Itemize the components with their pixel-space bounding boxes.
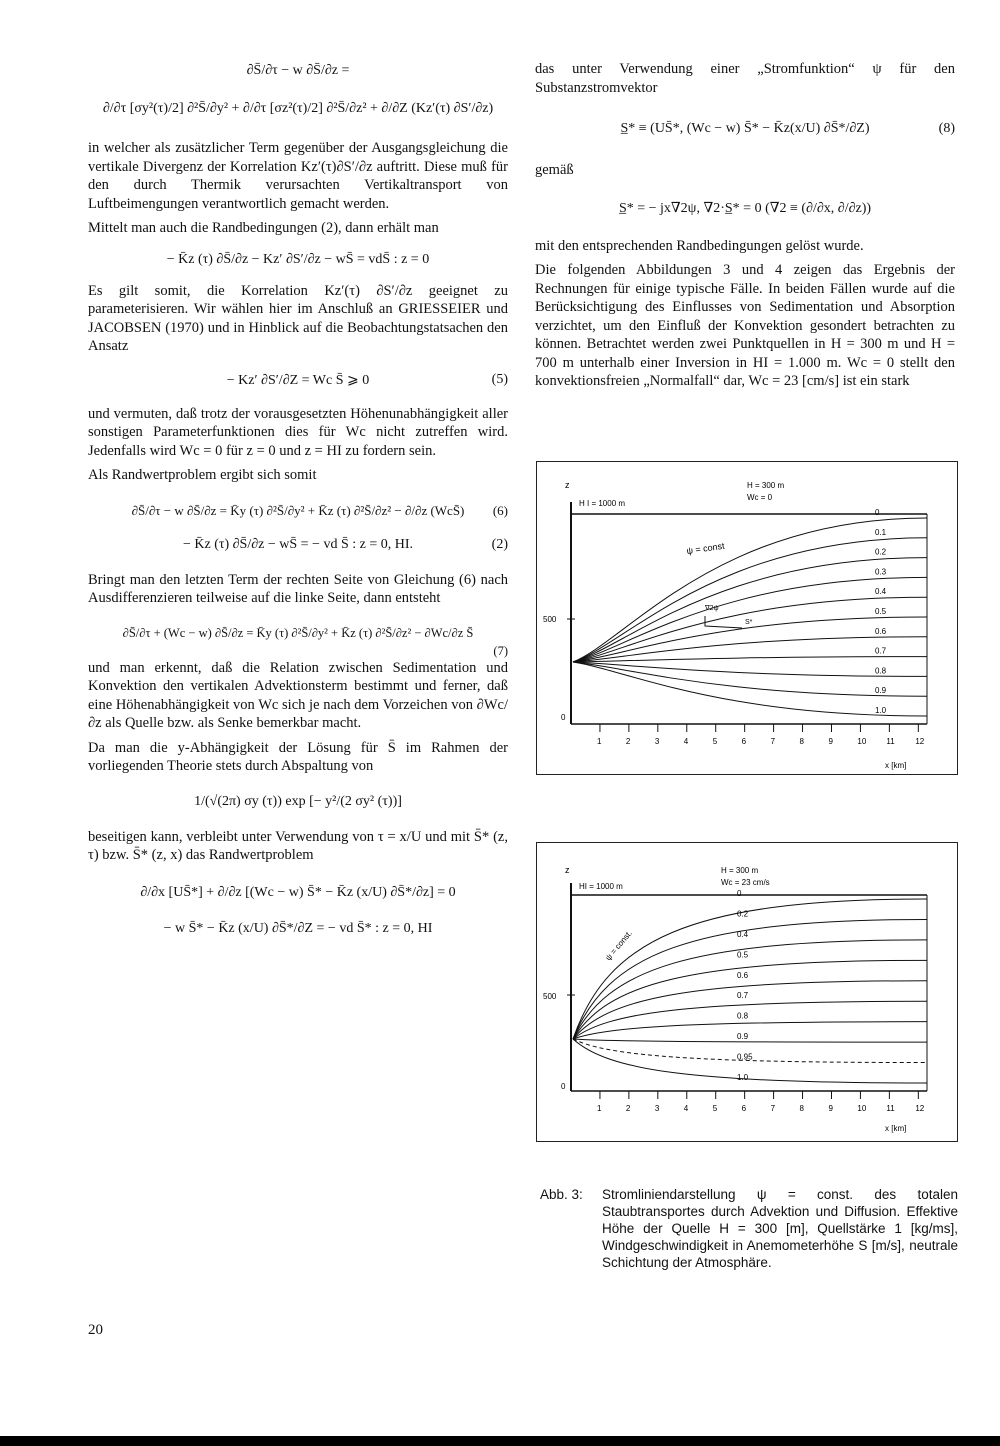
right-column <box>535 60 955 397</box>
equation-bvp-1: ∂/∂x [US̄*] + ∂/∂z [(Wc − w) S̄* − K̄z (x/U) ∂S̄*/∂z] = 0 <box>140 884 456 900</box>
equation-body: ∂S̄/∂τ − w ∂S̄/∂z = K̄y (τ) ∂²S̄/∂y² + K̄z (τ) ∂²S̄/∂z² − ∂/∂z (WcS̄) <box>131 502 465 518</box>
level-label: 0.7 <box>875 646 887 656</box>
equation-number: (6) <box>492 502 508 518</box>
h-label: H = 300 m <box>721 866 759 875</box>
x-tick-label: 11 <box>886 1104 895 1113</box>
paragraph: Mittelt man auch die Randbedingungen (2), dann erhält man <box>88 220 439 236</box>
level-label: 0.4 <box>875 587 887 597</box>
equation-psi: S̲* = − jx∇2ψ, ∇2·S̲* = 0 (∇2 ≡ (∂/∂x, ∂/∂z)) <box>618 200 872 216</box>
streamline-path <box>573 538 927 662</box>
streamline-path <box>573 662 927 696</box>
x-tick-label: 6 <box>741 1104 747 1113</box>
level-label: 0.2 <box>875 547 887 557</box>
streamline-path <box>573 518 927 662</box>
equation-body: − K̄z (τ) ∂S̄/∂z − wS̄ = − vd S̄ : z = 0, HI. <box>182 536 414 552</box>
level-label: 0.3 <box>875 567 887 577</box>
x-ticks <box>597 724 925 746</box>
level-label: 0.5 <box>875 607 887 616</box>
level-label: 0.8 <box>875 666 887 676</box>
x-tick-label: 10 <box>857 1104 867 1113</box>
level-label: 0.95 <box>737 1052 753 1062</box>
x-unit: x [km] <box>885 761 907 770</box>
paragraph: in welcher als zusätzlicher Term gegenüber der Ausgangsgleichung die vertikale Divergenz der Korrelation Kz′(τ)∂S′/∂z auftritt. Diese muß für den durch Thermik verursachten Vertikaltransport von Luftbeimengungen verantwortlich gemacht werden. <box>88 140 508 212</box>
equation-body: S̲* ≡ (US̄*, (Wc − w) S̄* − K̄z(x/U) ∂S̄*/∂Z) <box>620 121 870 136</box>
equation-2 <box>88 537 508 553</box>
bottom-scan-bar <box>0 1436 1000 1446</box>
level-label: 0.5 <box>737 950 749 960</box>
h-label: H = 300 m <box>747 481 785 490</box>
y-tick-0: 0 <box>561 1082 566 1091</box>
y-tick-500: 500 <box>543 992 557 1001</box>
left-column <box>88 55 508 955</box>
x-tick-label: 11 <box>886 737 895 746</box>
figure-1-plot <box>537 462 957 774</box>
figure-2 <box>536 842 958 1142</box>
equation-body: − Kz′ ∂S′/∂Z = Wc S̄ ⩾ 0 <box>226 372 370 388</box>
psi-label: ψ = const <box>685 540 726 556</box>
x-tick-label: 9 <box>828 737 833 746</box>
hi-label: H I = 1000 m <box>579 499 626 508</box>
s-label: S* <box>745 619 753 626</box>
y-tick-0: 0 <box>561 713 566 722</box>
level-label: 0 <box>737 889 742 898</box>
psi-label: ψ = const. <box>603 928 634 963</box>
x-tick-label: 3 <box>654 737 660 746</box>
paragraph: mit den entsprechenden Randbedingungen gelöst wurde. <box>535 237 864 254</box>
paragraph: Es gilt somit, die Korrelation Kz′(τ) ∂S′/∂z geeignet zu parameterisieren. Wir wählen hier im Anschluß an GRIESSEIER und JACOBSEN (1970) und in Hinblick auf die Beobachtungstatsachen den Ansatz <box>88 282 508 354</box>
wc-label: Wc = 23 cm/s <box>721 878 770 887</box>
x-tick-label: 2 <box>625 1104 631 1113</box>
x-tick-label: 6 <box>741 737 747 746</box>
x-tick-label: 8 <box>799 1104 804 1113</box>
level-label: 0.2 <box>737 909 749 919</box>
x-tick-label: 12 <box>915 737 925 746</box>
wc-label: Wc = 0 <box>747 493 773 502</box>
level-label: 1.0 <box>875 706 887 715</box>
x-tick-label: 7 <box>770 737 776 746</box>
x-tick-label: 8 <box>799 737 804 746</box>
level-label: 0.8 <box>737 1011 749 1021</box>
equation-8 <box>535 121 955 137</box>
level-label: 1.0 <box>737 1073 749 1082</box>
x-ticks <box>597 1091 925 1113</box>
page-number: 20 <box>88 1322 103 1338</box>
paragraph: beseitigen kann, verbleibt unter Verwendung von τ = x/U und mit S̄* (z, τ) bzw. S̄* (z, x) das Randwertproblem <box>88 828 508 863</box>
streamline-path <box>573 940 927 1042</box>
y-tick-500: 500 <box>543 615 557 624</box>
x-tick-label: 1 <box>596 737 602 746</box>
equation-6 <box>88 503 508 519</box>
equation-top-1: ∂S̄/∂τ − w ∂S̄/∂z = <box>246 63 350 78</box>
equation-top-2: ∂/∂τ [σy²(τ)/2] ∂²S̄/∂y² + ∂/∂τ [σz²(τ)/2] ∂²S̄/∂z² + ∂/∂Z (Kz′(τ) ∂S′/∂z) <box>102 101 494 116</box>
level-label: 0 <box>875 508 880 517</box>
z-label: z <box>565 865 570 875</box>
x-tick-label: 12 <box>915 1104 925 1113</box>
streamline-path <box>573 662 927 676</box>
streamlines <box>573 518 927 716</box>
equation-boundary: − K̄z (τ) ∂S̄/∂z − Kz′ ∂S′/∂z − wS̄ = vdS̄ : z = 0 <box>166 251 430 267</box>
level-label: 0.9 <box>875 686 887 696</box>
equation-number: (5) <box>491 371 508 387</box>
caption-label: Abb. 3: <box>540 1187 583 1202</box>
x-tick-label: 5 <box>712 1104 718 1113</box>
x-tick-label: 1 <box>596 1104 602 1113</box>
equation-number: (2) <box>491 536 508 552</box>
x-tick-label: 2 <box>625 737 631 746</box>
x-tick-label: 4 <box>683 737 689 746</box>
paragraph: Als Randwertproblem ergibt sich somit <box>88 467 317 483</box>
level-label: 0.4 <box>737 929 749 939</box>
x-unit: x [km] <box>885 1124 907 1133</box>
x-tick-label: 3 <box>654 1104 660 1113</box>
paragraph: und man erkennt, daß die Relation zwischen Sedimentation und Konvektion den vertikalen Advektionsterm bestimmt und ferner, daß eine Höhenabhängigkeit von Wc sich je nach dem Vorzeichen von ∂Wc/∂z als Quelle bzw. als Senke bemerkbar macht. <box>88 659 508 731</box>
figure-2-plot <box>537 843 957 1141</box>
x-tick-label: 5 <box>712 737 718 746</box>
equation-number: (7) <box>493 643 508 658</box>
level-label: 0.6 <box>737 970 749 980</box>
streamline-path <box>573 1039 927 1042</box>
paragraph: und vermuten, daß trotz der vorausgesetzten Höhenunabhängigkeit aller sonstigen Parameterfunktionen dies für Wc nicht zutreffen wird. Jedenfalls wird Wc = 0 für z = 0 und z = HI zu fordern sein. <box>88 405 508 459</box>
paragraph: gemäß <box>535 162 574 178</box>
x-tick-label: 4 <box>683 1104 689 1113</box>
paragraph: Die folgenden Abbildungen 3 und 4 zeigen das Ergebnis der Rechnungen für einige typische Fälle. In beiden Fällen wurde auf die Berücksichtigung des Einflusses von Sedimentation und Absorption verzichtet, um den Einfluß der Konvektion gesondert betrachten zu können. Betrachtet werden zwei Punktquellen in H = 300 m und H = 700 m unterhalb einer Inversion in HI = 1.000 m. Wc = 0 stellt den konvektionsfreien „Normalfall“ dar, Wc = 23 [cm/s] ist ein stark <box>535 262 955 389</box>
level-label: 0.7 <box>737 991 749 1001</box>
streamline-path <box>573 1022 927 1042</box>
equation-body: ∂S̄/∂τ + (Wc − w) ∂S̄/∂z = K̄y (τ) ∂²S̄/∂y² + K̄z (τ) ∂²S̄/∂z² − ∂Wc/∂z S̄ <box>122 625 474 640</box>
equation-7 <box>88 625 508 658</box>
level-label: 0.6 <box>875 626 887 636</box>
equation-exp: 1/(√(2π) σy (τ)) exp [− y²/(2 σy² (τ))] <box>194 793 402 809</box>
x-tick-label: 7 <box>770 1104 776 1113</box>
level-label: 0.9 <box>737 1032 749 1042</box>
hi-label: HI = 1000 m <box>579 882 623 891</box>
x-tick-label: 10 <box>857 737 867 746</box>
paragraph: das unter Verwendung einer „Stromfunktion“ ψ für den Substanzstromvektor <box>535 61 955 96</box>
streamline-path <box>573 981 927 1042</box>
x-tick-label: 9 <box>828 1104 833 1113</box>
paragraph: Da man die y-Abhängigkeit der Lösung für S̄ im Rahmen der vorliegenden Theorie stets durch Abspaltung von <box>88 739 508 774</box>
z-label: z <box>565 480 570 490</box>
streamline-path <box>573 657 927 662</box>
paragraph: Bringt man den letzten Term der rechten Seite von Gleichung (6) nach Ausdifferenzieren teilweise auf die linke Seite, dann entsteht <box>88 571 508 606</box>
streamline-path <box>573 1001 927 1042</box>
caption-text: Stromliniendarstellung ψ = const. des totalen Staubtransportes durch Advektion und Diffusion. Effektive Höhe der Quelle H = 300 [m], Quellstärke 1 [kg/ms], Windgeschwindigkeit in Anemometerhöhe S [m/s], neutrale Schichtung der Atmosphäre. <box>602 1187 958 1270</box>
vector-label: ∇2ψ <box>705 605 719 612</box>
equation-number: (8) <box>938 121 955 136</box>
streamline-path <box>573 960 927 1042</box>
equation-5 <box>88 372 508 389</box>
streamline-path <box>573 597 927 662</box>
figure-1 <box>536 461 958 775</box>
level-label: 0.1 <box>875 527 887 537</box>
equation-bvp-2: − w S̄* − K̄z (x/U) ∂S̄*/∂Z = − vd S̄* : z = 0, HI <box>163 920 433 936</box>
